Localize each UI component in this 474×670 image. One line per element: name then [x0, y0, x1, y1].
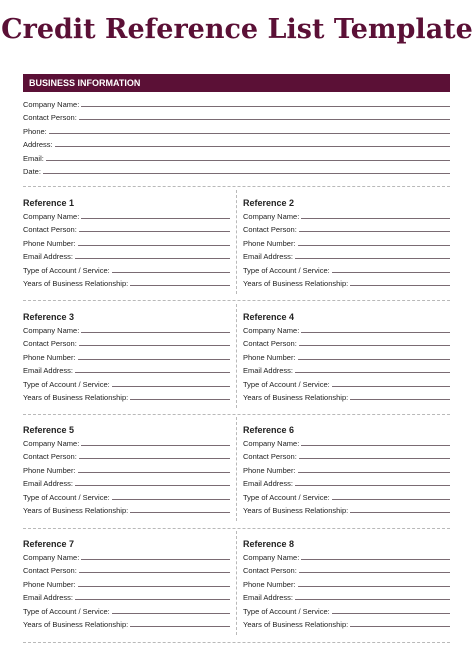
field-underline[interactable] — [350, 284, 450, 286]
field-underline[interactable] — [298, 585, 450, 587]
reference-4-field[interactable] — [243, 363, 450, 375]
reference-7-field[interactable] — [23, 590, 230, 602]
reference-7-field[interactable] — [23, 550, 230, 562]
field-underline[interactable] — [295, 598, 450, 600]
field-label: Phone Number: — [23, 465, 76, 475]
field-label: Years of Business Relationship: — [243, 279, 349, 288]
business-field-phone[interactable] — [23, 124, 450, 136]
reference-1-field[interactable] — [23, 209, 230, 221]
reference-2-field[interactable] — [243, 263, 450, 275]
reference-7-field[interactable] — [23, 577, 230, 589]
reference-title: Reference 1 — [23, 198, 75, 208]
section-divider — [23, 528, 450, 529]
field-label: Company Name: — [23, 553, 80, 562]
reference-title: Reference 4 — [243, 312, 295, 322]
field-label: Type of Account / Service: — [243, 265, 330, 275]
reference-5-field[interactable] — [23, 436, 230, 448]
reference-3-field[interactable] — [23, 336, 230, 348]
field-label: Contact Person: — [23, 225, 77, 235]
field-label: Contact Person: — [243, 339, 297, 349]
reference-6-field[interactable] — [243, 503, 450, 515]
reference-3-field[interactable] — [23, 323, 230, 335]
reference-title: Reference 5 — [23, 425, 75, 435]
reference-title: Reference 2 — [243, 198, 295, 208]
field-label: Phone Number: — [23, 352, 76, 362]
field-underline[interactable] — [75, 371, 230, 373]
column-divider — [236, 531, 237, 635]
section-divider — [23, 300, 450, 301]
reference-8-field[interactable] — [243, 590, 450, 602]
reference-1-field[interactable] — [23, 249, 230, 261]
field-underline[interactable] — [79, 457, 230, 459]
reference-4-field[interactable] — [243, 350, 450, 362]
field-label: Phone Number: — [243, 579, 296, 589]
reference-5-field[interactable] — [23, 449, 230, 461]
field-underline[interactable] — [350, 511, 450, 513]
field-underline[interactable] — [78, 244, 230, 246]
reference-4-field[interactable] — [243, 336, 450, 348]
business-field-company-name[interactable] — [23, 97, 450, 109]
reference-5-field[interactable] — [23, 463, 230, 475]
field-underline[interactable] — [299, 230, 450, 232]
field-underline[interactable] — [130, 284, 230, 286]
field-underline[interactable] — [295, 484, 450, 486]
field-underline[interactable] — [130, 625, 230, 627]
reference-6-field[interactable] — [243, 490, 450, 502]
section-divider — [23, 642, 450, 643]
field-label: Contact Person: — [243, 566, 297, 576]
business-field-date[interactable] — [23, 164, 450, 176]
field-underline[interactable] — [299, 344, 450, 346]
field-underline[interactable] — [55, 145, 450, 147]
field-label: Date: — [23, 167, 41, 176]
field-underline[interactable] — [295, 371, 450, 373]
field-label: Years of Business Relationship: — [23, 279, 129, 288]
field-underline[interactable] — [130, 511, 230, 513]
field-underline[interactable] — [79, 344, 230, 346]
field-underline[interactable] — [298, 471, 450, 473]
field-label: Type of Account / Service: — [23, 492, 110, 502]
field-label: Company Name: — [23, 326, 80, 335]
reference-title: Reference 6 — [243, 425, 295, 435]
field-label: Contact Person: — [243, 452, 297, 462]
reference-1-field[interactable] — [23, 276, 230, 288]
field-label: Type of Account / Service: — [23, 379, 110, 389]
field-label: Company Name: — [23, 100, 80, 109]
field-underline[interactable] — [332, 498, 450, 500]
field-underline[interactable] — [81, 217, 230, 219]
field-underline[interactable] — [332, 385, 450, 387]
field-label: Type of Account / Service: — [243, 492, 330, 502]
field-underline[interactable] — [295, 257, 450, 259]
reference-2-field[interactable] — [243, 222, 450, 234]
reference-6-field[interactable] — [243, 476, 450, 488]
reference-4-field[interactable] — [243, 390, 450, 402]
reference-1-field[interactable] — [23, 263, 230, 275]
field-underline[interactable] — [332, 271, 450, 273]
field-label: Years of Business Relationship: — [23, 506, 129, 515]
reference-2-field[interactable] — [243, 276, 450, 288]
reference-4-field[interactable] — [243, 323, 450, 335]
reference-3-field[interactable] — [23, 390, 230, 402]
reference-title: Reference 8 — [243, 539, 295, 549]
field-label: Email Address: — [243, 479, 294, 489]
field-label: Phone Number: — [243, 352, 296, 362]
field-label: Email Address: — [243, 366, 294, 376]
field-underline[interactable] — [75, 484, 230, 486]
field-label: Email Address: — [23, 593, 74, 603]
field-underline[interactable] — [81, 331, 230, 333]
reference-8-field[interactable] — [243, 577, 450, 589]
business-info-header: BUSINESS INFORMATION — [23, 74, 450, 92]
field-underline[interactable] — [79, 571, 230, 573]
field-label: Contact Person: — [23, 113, 77, 123]
field-underline[interactable] — [298, 358, 450, 360]
field-underline[interactable] — [78, 471, 230, 473]
reference-8-field[interactable] — [243, 563, 450, 575]
field-label: Years of Business Relationship: — [243, 620, 349, 629]
field-label: Contact Person: — [23, 339, 77, 349]
field-label: Years of Business Relationship: — [23, 393, 129, 402]
field-label: Company Name: — [243, 212, 300, 221]
field-underline[interactable] — [350, 625, 450, 627]
field-label: Years of Business Relationship: — [23, 620, 129, 629]
reference-5-field[interactable] — [23, 503, 230, 515]
field-label: Company Name: — [243, 439, 300, 448]
field-underline[interactable] — [43, 172, 450, 174]
field-underline[interactable] — [299, 457, 450, 459]
section-divider — [23, 414, 450, 415]
field-underline[interactable] — [81, 558, 230, 560]
field-underline[interactable] — [112, 612, 230, 614]
field-label: Email Address: — [243, 252, 294, 262]
reference-7-field[interactable] — [23, 604, 230, 616]
field-underline[interactable] — [81, 444, 230, 446]
field-label: Type of Account / Service: — [23, 265, 110, 275]
field-underline[interactable] — [81, 105, 450, 107]
page-title: Credit Reference List Template — [1, 14, 473, 45]
field-underline[interactable] — [49, 132, 450, 134]
field-label: Phone Number: — [243, 238, 296, 248]
field-label: Contact Person: — [23, 566, 77, 576]
field-label: Email Address: — [243, 593, 294, 603]
reference-7-field[interactable] — [23, 617, 230, 629]
field-label: Email: — [23, 153, 44, 163]
field-underline[interactable] — [112, 498, 230, 500]
column-divider — [236, 417, 237, 521]
reference-1-field[interactable] — [23, 222, 230, 234]
field-underline[interactable] — [350, 398, 450, 400]
field-label: Company Name: — [23, 439, 80, 448]
field-label: Contact Person: — [243, 225, 297, 235]
field-underline[interactable] — [79, 230, 230, 232]
reference-2-field[interactable] — [243, 236, 450, 248]
field-label: Email Address: — [23, 366, 74, 376]
business-field-address[interactable] — [23, 137, 450, 149]
reference-5-field[interactable] — [23, 476, 230, 488]
field-underline[interactable] — [46, 159, 450, 161]
column-divider — [236, 190, 237, 294]
field-underline[interactable] — [130, 398, 230, 400]
reference-6-field[interactable] — [243, 463, 450, 475]
field-underline[interactable] — [112, 385, 230, 387]
field-underline[interactable] — [301, 444, 450, 446]
field-underline[interactable] — [78, 358, 230, 360]
field-label: Phone Number: — [243, 465, 296, 475]
field-underline[interactable] — [75, 257, 230, 259]
field-label: Phone Number: — [23, 579, 76, 589]
reference-8-field[interactable] — [243, 617, 450, 629]
field-label: Company Name: — [23, 212, 80, 221]
reference-3-field[interactable] — [23, 350, 230, 362]
field-label: Contact Person: — [23, 452, 77, 462]
reference-3-field[interactable] — [23, 363, 230, 375]
field-label: Phone: — [23, 126, 47, 136]
field-underline[interactable] — [79, 118, 450, 120]
field-underline[interactable] — [299, 571, 450, 573]
reference-2-field[interactable] — [243, 249, 450, 261]
field-underline[interactable] — [75, 598, 230, 600]
reference-4-field[interactable] — [243, 377, 450, 389]
field-label: Company Name: — [243, 553, 300, 562]
field-label: Type of Account / Service: — [243, 379, 330, 389]
field-underline[interactable] — [112, 271, 230, 273]
field-label: Phone Number: — [23, 238, 76, 248]
reference-1-field[interactable] — [23, 236, 230, 248]
field-label: Email Address: — [23, 479, 74, 489]
field-underline[interactable] — [301, 217, 450, 219]
field-label: Years of Business Relationship: — [243, 393, 349, 402]
field-underline[interactable] — [301, 331, 450, 333]
reference-8-field[interactable] — [243, 604, 450, 616]
field-label: Type of Account / Service: — [23, 606, 110, 616]
business-field-email[interactable] — [23, 151, 450, 163]
reference-8-field[interactable] — [243, 550, 450, 562]
field-underline[interactable] — [301, 558, 450, 560]
business-field-contact-person[interactable] — [23, 110, 450, 122]
reference-6-field[interactable] — [243, 436, 450, 448]
field-label: Address: — [23, 140, 53, 150]
field-label: Company Name: — [243, 326, 300, 335]
column-divider — [236, 304, 237, 408]
reference-7-field[interactable] — [23, 563, 230, 575]
field-label: Type of Account / Service: — [243, 606, 330, 616]
field-underline[interactable] — [332, 612, 450, 614]
reference-3-field[interactable] — [23, 377, 230, 389]
reference-title: Reference 3 — [23, 312, 75, 322]
field-underline[interactable] — [78, 585, 230, 587]
reference-2-field[interactable] — [243, 209, 450, 221]
section-divider — [23, 186, 450, 187]
field-underline[interactable] — [298, 244, 450, 246]
reference-title: Reference 7 — [23, 539, 75, 549]
field-label: Years of Business Relationship: — [243, 506, 349, 515]
reference-5-field[interactable] — [23, 490, 230, 502]
field-label: Email Address: — [23, 252, 74, 262]
reference-6-field[interactable] — [243, 449, 450, 461]
